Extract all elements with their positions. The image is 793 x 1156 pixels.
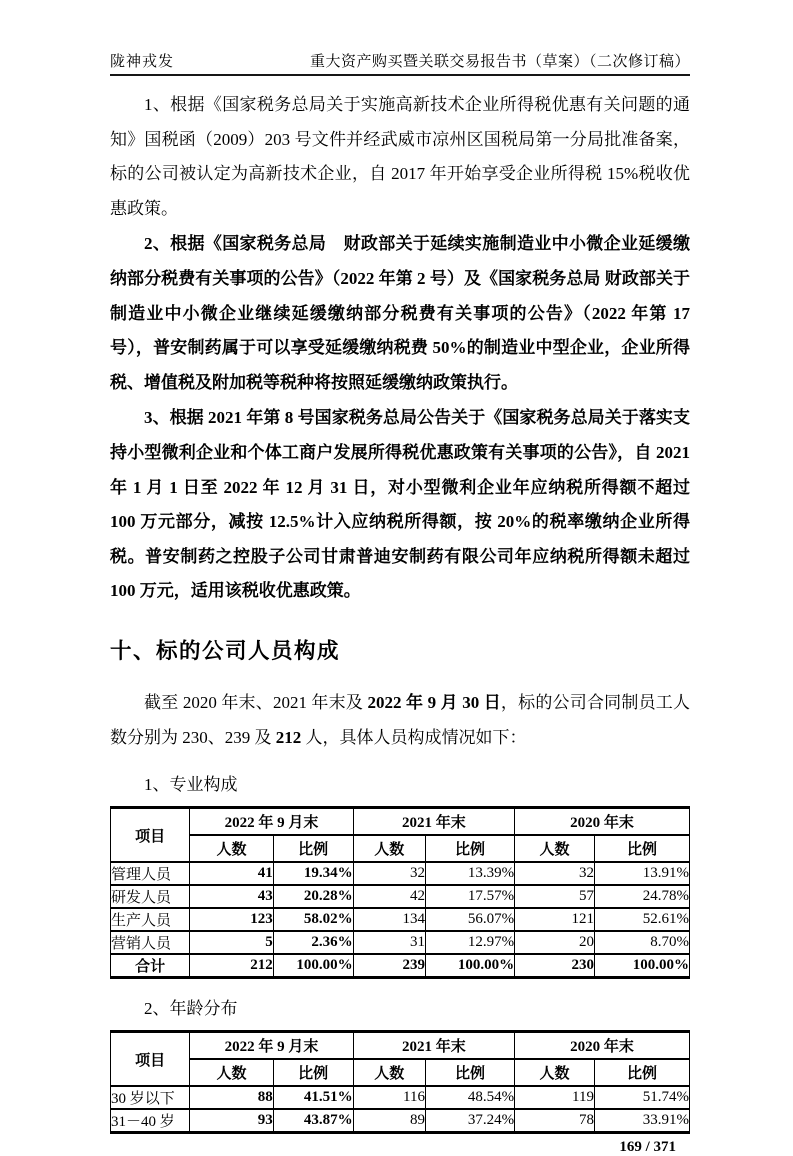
column-header-period: 2021 年末 [353,808,515,836]
column-subheader: 人数 [515,1059,595,1086]
page-header [110,50,690,76]
table-row [111,1086,690,1109]
cell-value: 41.51% [273,1086,353,1109]
table-row [111,908,690,931]
cell-value: 134 [353,908,425,931]
age-distribution-table [110,1030,690,1134]
cell-value: 43 [190,885,273,908]
column-subheader: 人数 [515,835,595,862]
cell-value: 24.78% [595,885,690,908]
intro-text-mid: ，标的公司合同制员工人数分别为 230、239 及 [110,692,691,747]
page-number: 169 / 371 [619,1139,676,1156]
section-intro-paragraph [110,686,690,755]
cell-value: 100.00% [273,954,353,978]
column-header-period: 2020 年末 [515,808,690,836]
intro-text-post: 人，具体人员构成情况如下： [301,727,527,747]
cell-value: 100.00% [425,954,514,978]
column-subheader: 人数 [190,835,273,862]
cell-value: 20.28% [273,885,353,908]
column-header-period: 2021 年末 [353,1032,515,1060]
cell-value: 5 [190,931,273,954]
professional-composition-table [110,806,690,979]
cell-value: 20 [515,931,595,954]
column-subheader: 比例 [595,1059,690,1086]
cell-value: 13.91% [595,862,690,885]
paragraph-tax-notice-1: 1、根据《国家税务总局关于实施高新技术企业所得税优惠有关问题的通知》国税函（2009）203 号文件并经武威市凉州区国税局第一分局批准备案，标的公司被认定为高新技术企业，自 2017 年开始享受企业所得税 15%税收优惠政策。 [110,95,690,218]
section-heading: 十、标的公司人员构成 [110,638,341,663]
column-header-period: 2022 年 9 月末 [190,1032,353,1060]
table-row [111,954,690,978]
column-subheader: 人数 [353,835,425,862]
cell-value: 58.02% [273,908,353,931]
paragraph-tax-notice-2: 2、根据《国家税务总局 财政部关于延续实施制造业中小微企业延缓缴纳部分税费有关事项的公告》（2022 年第 2 号）及《国家税务总局 财政部关于制造业中小微企业继续延缓缴纳部分税费有关事项的公告》（2022 年第 17 号），普安制药属于可以享受延缓缴纳税费 50%的制造业中型企业，企业所得税、增值税及附加税等税种将按照延缓缴纳政策执行。 [110,234,690,392]
cell-value: 121 [515,908,595,931]
cell-value: 78 [515,1109,595,1133]
column-header-period: 2022 年 9 月末 [190,808,353,836]
cell-value: 89 [353,1109,425,1133]
row-label: 营销人员 [111,931,190,954]
table-row [111,885,690,908]
cell-value: 52.61% [595,908,690,931]
cell-value: 56.07% [425,908,514,931]
cell-value: 37.24% [425,1109,514,1133]
intro-text-pre: 截至 2020 年末、2021 年末及 [144,692,368,712]
cell-value: 32 [353,862,425,885]
column-subheader: 人数 [190,1059,273,1086]
cell-value: 123 [190,908,273,931]
header-company-name: 陇神戎发 [110,54,175,70]
column-subheader: 比例 [425,835,514,862]
cell-value: 2.36% [273,931,353,954]
cell-value: 8.70% [595,931,690,954]
cell-value: 41 [190,862,273,885]
cell-value: 239 [353,954,425,978]
row-label: 生产人员 [111,908,190,931]
header-report-title: 重大资产购买暨关联交易报告书（草案）（二次修订稿） [309,54,690,70]
cell-value: 13.39% [425,862,514,885]
column-subheader: 比例 [273,1059,353,1086]
cell-value: 43.87% [273,1109,353,1133]
cell-value: 57 [515,885,595,908]
column-header-period: 2020 年末 [515,1032,690,1060]
row-label: 合计 [111,954,190,978]
cell-value: 17.57% [425,885,514,908]
row-label: 31－40 岁 [111,1109,190,1133]
intro-count-bold: 212 [275,727,302,747]
cell-value: 100.00% [595,954,690,978]
cell-value: 32 [515,862,595,885]
cell-value: 33.91% [595,1109,690,1133]
cell-value: 42 [353,885,425,908]
column-header-item: 项目 [111,808,190,863]
cell-value: 88 [190,1086,273,1109]
cell-value: 212 [190,954,273,978]
column-subheader: 比例 [425,1059,514,1086]
column-header-item: 项目 [111,1032,190,1087]
cell-value: 31 [353,931,425,954]
column-subheader: 比例 [273,835,353,862]
paragraph-tax-notice-3: 3、根据 2021 年第 8 号国家税务总局公告关于《国家税务总局关于落实支持小型微利企业和个体工商户发展所得税优惠政策有关事项的公告》，自 2021 年 1 月 1 日至 2022 年 12 月 31 日，对小型微利企业年应纳税所得额不超过 100 万元部分，减按 12.5%计入应纳税所得额，按 20%的税率缴纳企业所得税。普安制药之控股子公司甘肃普迪安制药有限公司年应纳税所得额未超过 100 万元，适用该税收优惠政策。 [110,408,690,601]
cell-value: 230 [515,954,595,978]
cell-value: 19.34% [273,862,353,885]
cell-value: 116 [353,1086,425,1109]
cell-value: 51.74% [595,1086,690,1109]
cell-value: 93 [190,1109,273,1133]
cell-value: 48.54% [425,1086,514,1109]
row-label: 30 岁以下 [111,1086,190,1109]
subheading-professional-composition: 1、专业构成 [144,775,238,795]
cell-value: 12.97% [425,931,514,954]
table-row [111,1109,690,1133]
column-subheader: 比例 [595,835,690,862]
column-subheader: 人数 [353,1059,425,1086]
table-row [111,862,690,885]
intro-date-bold: 2022 年 9 月 30 日 [367,692,501,712]
row-label: 研发人员 [111,885,190,908]
cell-value: 119 [515,1086,595,1109]
body-text-block [110,88,690,609]
row-label: 管理人员 [111,862,190,885]
subheading-age-distribution: 2、年龄分布 [144,999,238,1019]
table-row [111,931,690,954]
